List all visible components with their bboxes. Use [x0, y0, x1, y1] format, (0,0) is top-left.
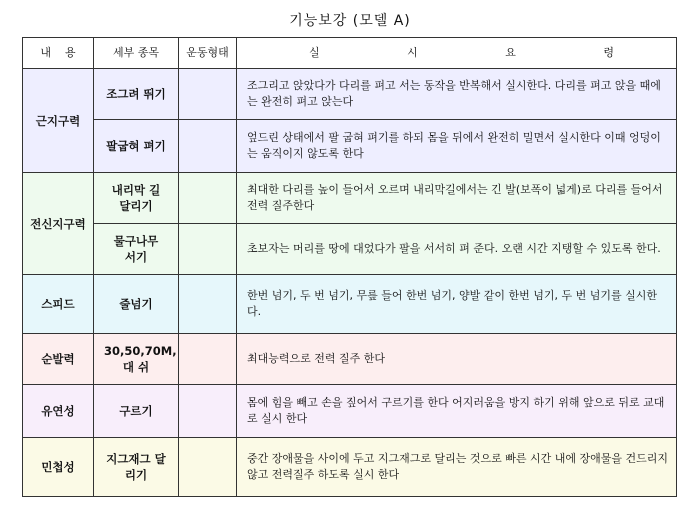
desc-cell: 몸에 힘을 빼고 손을 짚어서 구르기를 한다 어지러움을 방지 하기 위해 앞으로 뒤로 교대로 실시 한다	[237, 385, 677, 438]
item-cell	[94, 173, 179, 224]
header-content: 내 용	[23, 38, 94, 69]
item-cell	[94, 334, 179, 385]
category-cell: 순발력	[23, 334, 94, 385]
desc-cell: 초보자는 머리를 땅에 대었다가 팔을 서서히 펴 준다. 오랜 시간 지탱할 수 있도록 한다.	[237, 224, 677, 275]
desc-cell: 최대한 다리를 높이 들어서 오르며 내리막길에서는 긴 발(보폭이 넓게)로 다리를 들어서 전력 질주한다	[237, 173, 677, 224]
desc-cell: 엎드린 상태에서 팔 굽혀 펴기를 하되 몸을 뒤에서 완전히 밀면서 실시한다 이때 엉덩이는 움직이지 않도록 한다	[237, 120, 677, 173]
header-requirement	[237, 38, 677, 69]
table-row	[23, 438, 677, 497]
category-cell: 근지구력	[23, 69, 94, 173]
form-cell	[179, 69, 237, 120]
table-row	[23, 385, 677, 438]
table-row	[23, 173, 677, 224]
form-cell	[179, 385, 237, 438]
form-cell	[179, 438, 237, 497]
table-header-row	[23, 38, 677, 69]
form-cell	[179, 334, 237, 385]
item-text: 지그재그 달리기	[106, 452, 166, 482]
header-requirement-char: 시	[407, 46, 418, 59]
item-cell: 팔굽혀 펴기	[94, 120, 179, 173]
category-cell: 유연성	[23, 385, 94, 438]
desc-cell: 최대능력으로 전력 질주 한다	[237, 334, 677, 385]
table-row	[23, 334, 677, 385]
category-cell: 스피드	[23, 275, 94, 334]
desc-cell: 중간 장애물을 사이에 두고 지그재그로 달리는 것으로 빠른 시간 내에 장애물을 건드리지 않고 전력질주 하도록 실시 한다	[237, 438, 677, 497]
category-cell: 전신지구력	[23, 173, 94, 275]
table-row	[23, 275, 677, 334]
item-cell: 줄넘기	[94, 275, 179, 334]
form-cell	[179, 173, 237, 224]
header-detail: 세부 종목	[94, 38, 179, 69]
training-table	[22, 37, 677, 497]
header-requirement-char: 령	[603, 46, 614, 59]
desc-cell: 조그리고 앉았다가 다리를 펴고 서는 동작을 반복해서 실시한다. 다리를 펴고 앉을 때에는 완전히 펴고 앉는다	[237, 69, 677, 120]
header-form: 운동형태	[179, 38, 237, 69]
table-row	[23, 120, 677, 173]
category-cell: 민첩성	[23, 438, 94, 497]
item-cell	[94, 438, 179, 497]
item-cell: 구르기	[94, 385, 179, 438]
page-title: 기능보강 (모델 A)	[289, 13, 411, 29]
item-text: 내리막 길 달리기	[111, 183, 161, 213]
desc-cell: 한번 넘기, 두 번 넘기, 무릎 들어 한번 넘기, 양발 같이 한번 넘기, 두 번 넘기를 실시한다.	[237, 275, 677, 334]
table-row	[23, 224, 677, 275]
header-requirement-char: 요	[505, 46, 516, 59]
item-cell	[94, 224, 179, 275]
table-row	[23, 69, 677, 120]
form-cell	[179, 224, 237, 275]
form-cell	[179, 120, 237, 173]
item-text: 물구나무 서기	[113, 234, 159, 264]
item-text: 30,50,70M, 대 쉬	[104, 344, 177, 374]
form-cell	[179, 275, 237, 334]
header-requirement-char: 실	[309, 46, 320, 59]
item-cell: 조그려 뛰기	[94, 69, 179, 120]
